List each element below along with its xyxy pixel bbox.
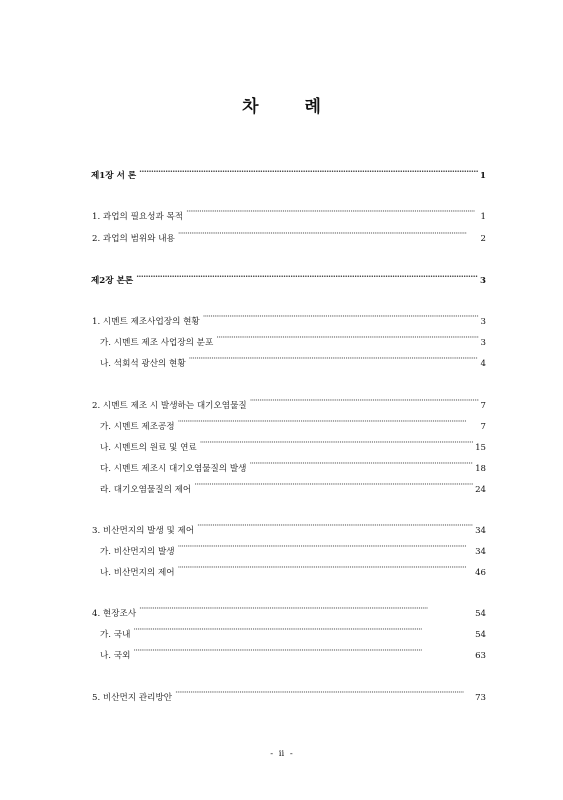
toc-page-number: 1 (480, 212, 486, 222)
toc-label: 2. 시멘트 제조 시 발생하는 대기오염물질 (92, 401, 247, 411)
toc-entry[interactable] (100, 417, 486, 433)
toc-page-number: 54 (475, 630, 486, 640)
toc-label: 나. 시멘트의 원료 및 연료 (100, 443, 197, 453)
toc-label: 라. 대기오염물질의 제어 (100, 485, 192, 495)
toc-label: 2. 과업의 범위와 내용 (92, 234, 175, 244)
toc-entry[interactable] (92, 207, 486, 223)
leader-dots (178, 563, 473, 575)
toc-entry[interactable] (92, 229, 486, 245)
toc-label: 나. 비산먼지의 제어 (100, 568, 175, 578)
toc-label: 가. 국내 (100, 630, 131, 640)
toc-entry[interactable] (100, 459, 486, 475)
toc-page-number: 3 (480, 338, 486, 348)
toc-page-number: 24 (475, 485, 486, 495)
leader-dots (186, 207, 478, 219)
toc-page-number: 34 (475, 547, 486, 557)
toc-entry[interactable] (92, 312, 486, 328)
toc-entry[interactable] (92, 396, 486, 412)
toc-label: 나. 국외 (100, 651, 131, 661)
leader-dots (250, 396, 479, 408)
leader-dots (133, 625, 473, 637)
toc-label: 1. 시멘트 제조사업장의 현황 (92, 317, 200, 327)
toc-page-number: 4 (480, 359, 486, 369)
toc-page-number: 73 (475, 693, 486, 703)
page-footer-number: - ii - (270, 749, 293, 759)
toc-page-number: 3 (480, 276, 486, 286)
toc-chapter-1[interactable] (91, 166, 486, 182)
leader-dots (189, 354, 479, 366)
toc-entry[interactable] (100, 542, 486, 558)
toc-entry[interactable] (92, 521, 486, 537)
toc-page-number: 3 (480, 317, 486, 327)
leader-dots (216, 333, 478, 345)
leader-dots (175, 688, 473, 700)
toc-label: 가. 시멘트 제조공정 (100, 422, 175, 432)
leader-dots (178, 417, 479, 429)
page-title: 차 례 (242, 97, 321, 117)
leader-dots (249, 459, 473, 471)
toc-page-number: 54 (475, 609, 486, 619)
toc-page-number: 18 (475, 464, 486, 474)
toc-label: 1. 과업의 필요성과 목적 (92, 212, 184, 222)
leader-dots (178, 229, 479, 241)
leader-dots (139, 166, 478, 178)
toc-label: 3. 비산먼지의 발생 및 제어 (92, 526, 195, 536)
toc-entry[interactable] (92, 604, 486, 620)
toc-entry[interactable] (100, 625, 486, 641)
toc-label: 5. 비산먼지 관리방안 (92, 693, 173, 703)
toc-entry[interactable] (92, 688, 486, 704)
leader-dots (136, 271, 478, 283)
leader-dots (197, 521, 473, 533)
toc-label: 가. 시멘트 제조 사업장의 분포 (100, 338, 214, 348)
toc-label: 4. 현장조사 (92, 609, 137, 619)
toc-label: 다. 시멘트 제조시 대기오염물질의 발생 (100, 464, 247, 474)
toc-page-number: 7 (480, 401, 486, 411)
toc-entry[interactable] (100, 333, 486, 349)
toc-page-number: 7 (480, 422, 486, 432)
toc-label: 제2장 본론 (91, 276, 134, 286)
toc-page-number: 2 (480, 234, 486, 244)
toc-entry[interactable] (100, 480, 486, 496)
toc-page-number: 63 (475, 651, 486, 661)
leader-dots (139, 604, 473, 616)
leader-dots (200, 438, 473, 450)
toc-label: 가. 비산먼지의 발생 (100, 547, 175, 557)
toc-page-number: 46 (475, 568, 486, 578)
toc-entry[interactable] (100, 354, 486, 370)
toc-chapter-2[interactable] (91, 271, 486, 287)
toc-entry[interactable] (100, 646, 486, 662)
leader-dots (133, 646, 473, 658)
toc-label: 제1장 서 론 (91, 171, 137, 181)
toc-page-number: 15 (475, 443, 486, 453)
toc-page-number: 34 (475, 526, 486, 536)
toc-entry[interactable] (100, 563, 486, 579)
leader-dots (194, 480, 473, 492)
leader-dots (178, 542, 473, 554)
leader-dots (203, 312, 479, 324)
toc-label: 나. 석회석 광산의 현황 (100, 359, 186, 369)
toc-page-number: 1 (480, 171, 486, 181)
toc-entry[interactable] (100, 438, 486, 454)
